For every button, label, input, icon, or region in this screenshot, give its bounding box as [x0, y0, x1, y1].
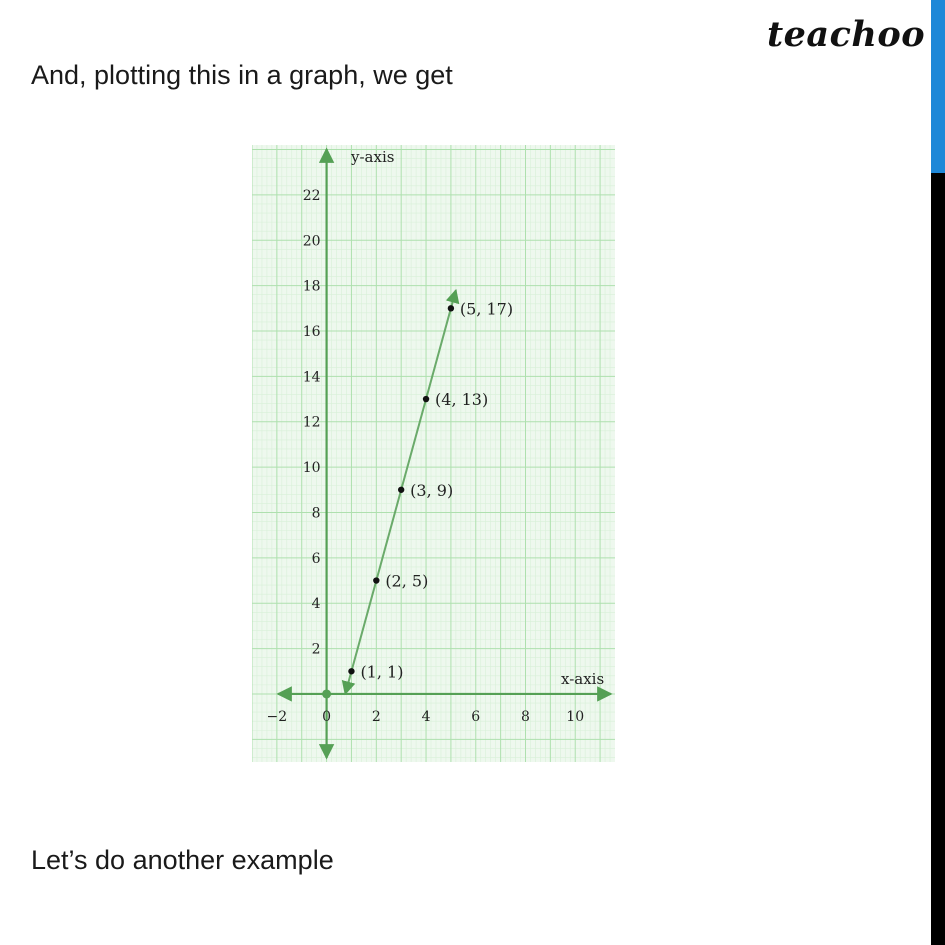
y-tick-label: 8 [311, 505, 321, 522]
x-tick-label: 2 [371, 708, 381, 725]
y-tick-label: 22 [302, 187, 321, 204]
y-tick-label: 14 [302, 369, 321, 386]
y-tick-label: 4 [311, 596, 321, 613]
y-tick-label: 18 [302, 278, 321, 295]
data-point [398, 487, 404, 493]
data-point-label: (4, 13) [435, 390, 489, 410]
x-tick-label: 6 [471, 708, 481, 725]
y-tick-label: 12 [302, 414, 321, 431]
x-tick-label: −2 [266, 708, 288, 725]
data-point-label: (5, 17) [459, 299, 514, 319]
y-tick-label: 16 [302, 324, 321, 341]
y-tick-label: 6 [311, 550, 321, 567]
y-tick-label: 20 [302, 233, 321, 250]
footer-text: Let’s do another example [31, 845, 334, 875]
data-point [348, 668, 354, 674]
x-axis-label: x-axis [561, 670, 605, 688]
teachoo-logo: teachoo [767, 14, 926, 55]
y-tick-label: 2 [311, 641, 321, 658]
data-point-label: (1, 1) [360, 662, 404, 682]
x-tick-label: 10 [566, 708, 585, 725]
line-chart [252, 145, 615, 762]
x-tick-label: 4 [421, 708, 431, 725]
heading-text: And, plotting this in a graph, we get [31, 60, 453, 90]
y-axis-label: y-axis [351, 148, 395, 166]
data-point-label: (2, 5) [385, 571, 429, 591]
x-tick-label: 8 [521, 708, 530, 725]
data-point-label: (3, 9) [410, 480, 454, 500]
data-point [423, 396, 429, 402]
x-tick-label: 0 [322, 708, 332, 725]
data-point [373, 577, 379, 583]
origin-point [322, 689, 331, 698]
data-point [448, 305, 454, 311]
side-bar-accent [931, 0, 945, 173]
y-tick-label: 10 [302, 460, 321, 477]
